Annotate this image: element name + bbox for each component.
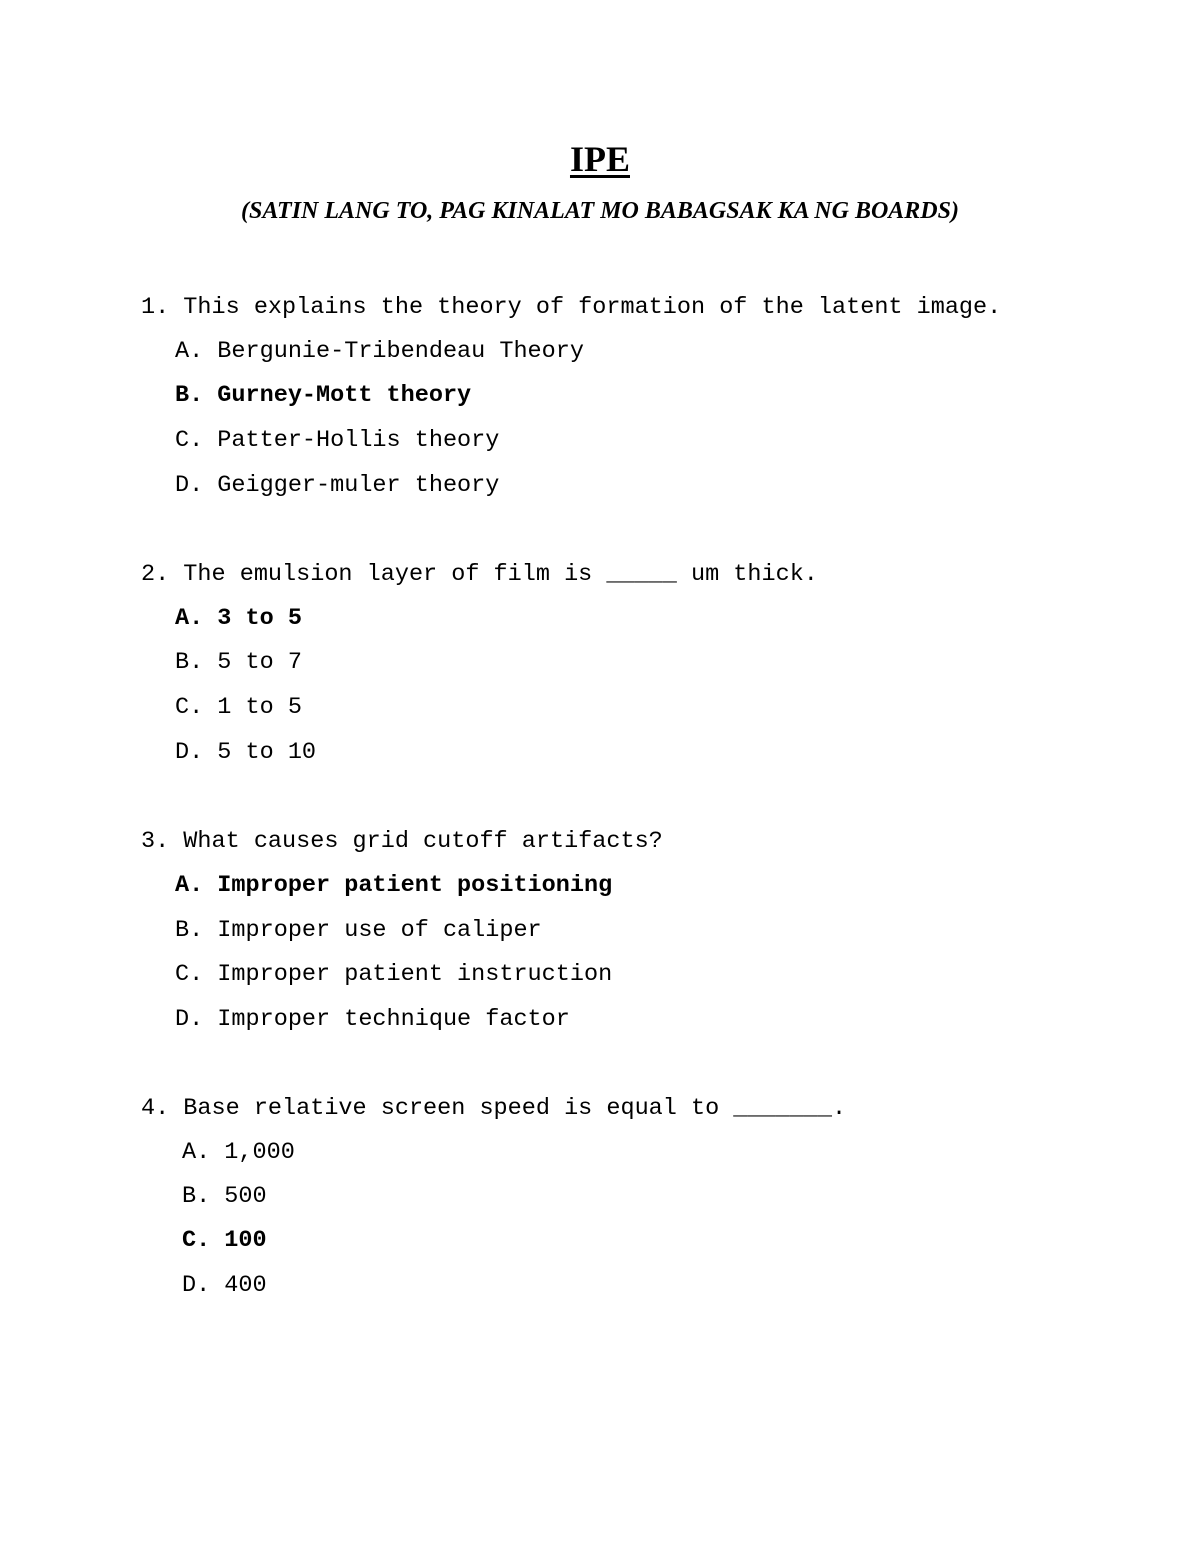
question-1-option-a: A. Bergunie-Tribendeau Theory — [175, 338, 584, 365]
question-4-text: 4. Base relative screen speed is equal to _______. — [141, 1095, 847, 1122]
question-4-option-a: A. 1,000 — [182, 1139, 295, 1166]
question-3-option-a-answer: A. Improper patient positioning — [175, 872, 613, 899]
question-2-option-a-answer: A. 3 to 5 — [175, 605, 302, 632]
page-title: IPE — [569, 139, 630, 179]
question-1-option-c: C. Patter-Hollis theory — [175, 427, 500, 454]
question-4-option-d: D. 400 — [182, 1272, 267, 1299]
question-1-option-d: D. Geigger-muler theory — [175, 472, 500, 499]
question-3-text: 3. What causes grid cutoff artifacts? — [141, 828, 663, 855]
page-subtitle: (SATIN LANG TO, PAG KINALAT MO BABAGSAK KA NG BOARDS) — [241, 198, 959, 224]
question-3-option-c: C. Improper patient instruction — [175, 961, 613, 988]
question-2-option-c: C. 1 to 5 — [175, 694, 302, 721]
question-1-option-b-answer: B. Gurney-Mott theory — [175, 382, 472, 409]
question-2-option-b: B. 5 to 7 — [175, 649, 302, 676]
question-3-option-d: D. Improper technique factor — [175, 1006, 570, 1033]
question-4-option-c-answer: C. 100 — [182, 1227, 267, 1254]
question-2-text: 2. The emulsion layer of film is _____ um thick. — [141, 561, 818, 588]
question-2-option-d: D. 5 to 10 — [175, 739, 317, 766]
question-3-option-b: B. Improper use of caliper — [175, 917, 542, 944]
question-1-text: 1. This explains the theory of formation of the latent image. — [141, 294, 1002, 321]
question-4-option-b: B. 500 — [182, 1183, 267, 1210]
